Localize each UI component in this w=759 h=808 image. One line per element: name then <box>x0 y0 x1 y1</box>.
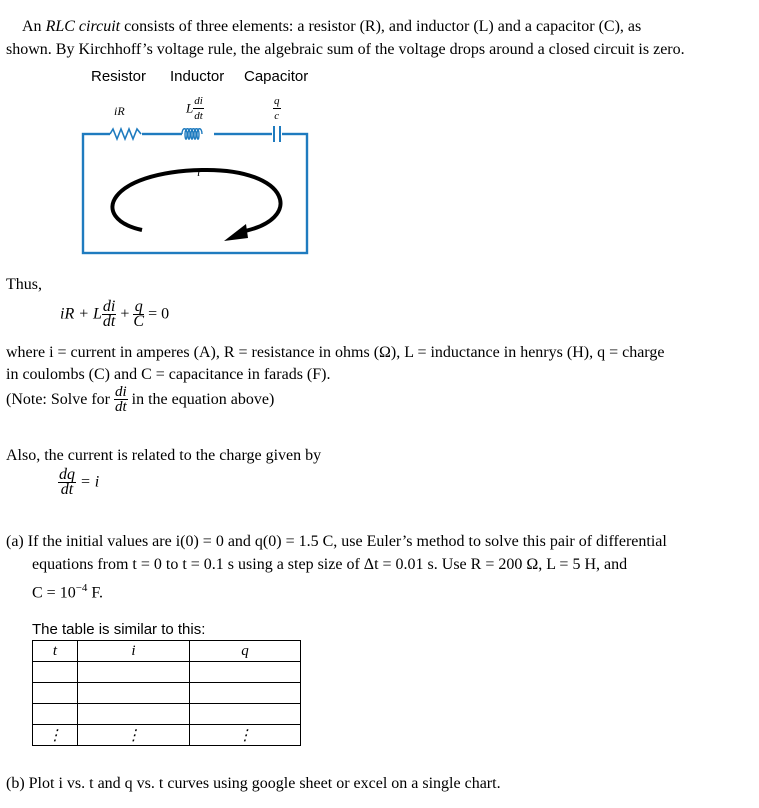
resistor-drop-label: iR <box>114 104 125 118</box>
note-fraction <box>114 385 128 414</box>
capacitor-drop-label <box>273 94 281 123</box>
also-text: Also, the current is related to the charge given by <box>6 447 322 464</box>
inductor-symbol <box>182 126 214 140</box>
eq2-num: dq <box>59 466 75 483</box>
current-label: i <box>197 165 201 179</box>
resistor-symbol <box>110 128 142 140</box>
part-a-line-2: equations from t = 0 to t = 0.1 s using a step size of Δt = 0.01 s. Use R = 200 Ω, L = 5 H, and <box>32 556 628 573</box>
table-header-row <box>33 641 301 662</box>
intro-text-end: consists of three elements: a resistor (R), and inductor (L) and a capacitor (C), as <box>120 18 642 35</box>
part-a-line-1: (a) If the initial values are i(0) = 0 and q(0) = 1.5 C, use Euler’s method to solve this pair of differential <box>6 533 667 550</box>
header-t: t <box>33 641 78 662</box>
label-capacitor: Capacitor <box>244 68 309 85</box>
eq1-plus: + <box>120 305 130 323</box>
eq1-fraction-di-dt <box>102 300 116 329</box>
eq2-rhs: = i <box>80 473 100 491</box>
note-frac-den: dt <box>114 399 127 415</box>
table-caption: The table is similar to this: <box>32 621 206 638</box>
ellipsis-i: ⋮ <box>78 725 190 746</box>
current-charge-equation <box>58 468 99 497</box>
table-row <box>33 662 301 683</box>
inductor-den: dt <box>194 110 203 122</box>
eq2-fraction <box>58 468 76 497</box>
capacitor-symbol <box>272 126 282 142</box>
table-row-ellipsis <box>33 725 301 746</box>
table-row <box>33 683 301 704</box>
where-line-2: in coulombs (C) and C = capacitance in farads (F). <box>6 366 331 383</box>
part-a-unit: F. <box>87 584 104 602</box>
ellipsis-q: ⋮ <box>190 725 301 746</box>
thus-text: Thus, <box>6 276 42 293</box>
eq1-frac2-den: C <box>133 313 145 330</box>
capacitor-den: c <box>274 110 280 122</box>
kirchhoff-equation <box>60 300 169 329</box>
part-a-c-value: C = 10 <box>32 584 76 602</box>
part-a-exponent: −4 <box>75 582 88 594</box>
euler-table <box>32 640 301 746</box>
note-line <box>6 385 274 414</box>
header-i: i <box>78 641 190 662</box>
circuit-schematic <box>78 120 314 258</box>
where-line-1: where i = current in amperes (A), R = resistance in ohms (Ω), L = inductance in henrys (H), q = charge <box>6 344 665 361</box>
capacitor-num: q <box>274 95 280 107</box>
table-row <box>33 704 301 725</box>
capacitor-fraction <box>273 94 281 123</box>
intro-italic-term: RLC circuit <box>45 18 121 35</box>
note-end: in the equation above) <box>127 391 275 408</box>
header-q: q <box>190 641 301 662</box>
inductor-num: di <box>194 95 203 107</box>
eq1-frac1-den: dt <box>102 313 116 330</box>
eq1-frac2-num: q <box>134 298 143 315</box>
eq1-lhs: iR + L <box>60 305 102 323</box>
eq1-rhs: = 0 <box>148 305 170 323</box>
current-loop-arrow <box>112 170 280 241</box>
label-resistor: Resistor <box>91 68 147 85</box>
inductor-fraction <box>193 94 204 123</box>
intro-text: An <box>22 18 46 35</box>
intro-line-2: shown. By Kirchhoff’s voltage rule, the algebraic sum of the voltage drops around a closed circuit is zero. <box>6 41 685 58</box>
part-b-text: (b) Plot i vs. t and q vs. t curves using google sheet or excel on a single chart. <box>6 775 501 792</box>
eq1-frac1-num: di <box>102 298 116 315</box>
label-inductor: Inductor <box>170 68 225 85</box>
eq2-den: dt <box>60 481 74 498</box>
note-start: (Note: Solve for <box>6 391 114 408</box>
inductor-L: L <box>186 100 194 116</box>
part-a-line-3 <box>32 578 103 603</box>
ellipsis-t: ⋮ <box>33 725 78 746</box>
inductor-drop-label <box>186 94 204 123</box>
eq1-fraction-q-c <box>133 300 144 329</box>
intro-line-1 <box>22 16 641 37</box>
note-frac-num: di <box>114 384 127 400</box>
